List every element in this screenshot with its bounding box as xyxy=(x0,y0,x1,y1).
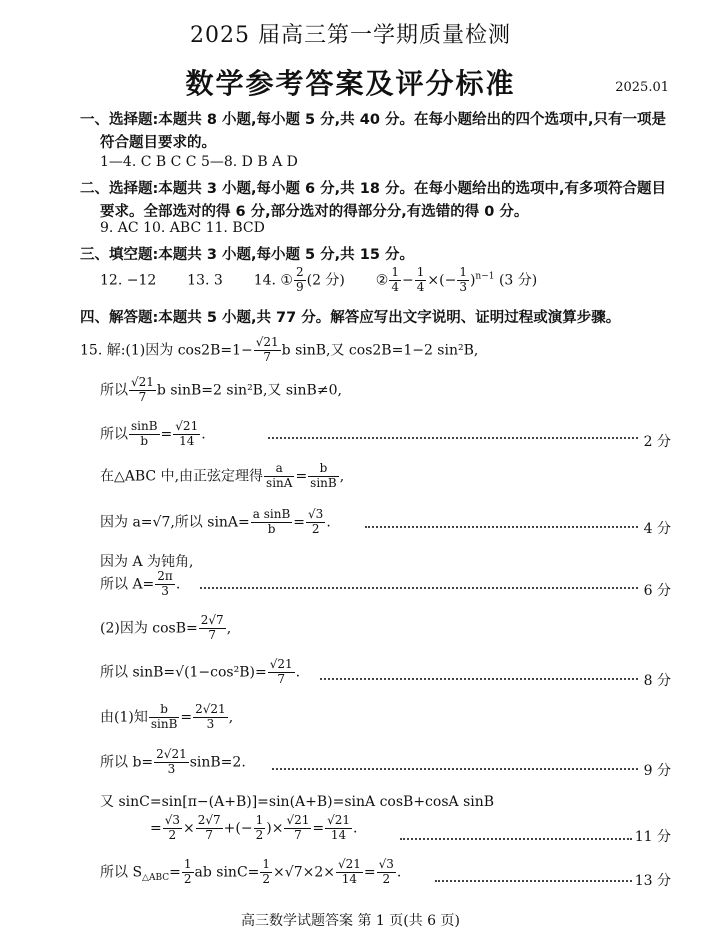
p15-line-3: 所以 $\frac{\sin B}{b}$ = $\frac{√21}{14}$ . xyxy=(100,419,206,448)
section-4-heading: 四、解答题:本题共 5 小题,共 77 分。解答应写出文字说明、证明过程或演算步骤。 xyxy=(80,310,621,326)
score-mark: 9 分 xyxy=(643,763,671,779)
exponent: n−1 xyxy=(475,271,495,282)
p15-line-13: = $\frac{√3}{2}$ × $\frac{2√7}{7}$ +(− $\frac{1}{2}$ )× $\frac{√21}{7}$ = $\frac{√21}{14}$ . xyxy=(150,813,358,842)
score-mark: 11 分 xyxy=(634,829,671,845)
answer-14-fraction: $\frac{2}{9}$ xyxy=(295,265,304,294)
page-footer: 高三数学试题答案 第 1 页(共 6 页) xyxy=(241,913,460,929)
p15-line-8: (2)因为 cosB= $\frac{2√7}{7}$ , xyxy=(100,613,232,642)
leader-dots xyxy=(272,768,638,770)
section-1-heading-cont: 符合题目要求的。 xyxy=(100,135,216,151)
answer-14-points-2: (3 分) xyxy=(498,272,538,289)
leader-dots xyxy=(320,678,638,680)
doc-title: 数学参考答案及评分标准 xyxy=(185,67,516,100)
p15-line-6: 因为 A 为钝角, xyxy=(100,554,194,570)
score-mark: 4 分 xyxy=(643,521,671,537)
p15-line-5: 因为 a=√7,所以 sinA= $\frac{\text{a sinB}}{b}$ = $\frac{√3}{2}$ . xyxy=(100,507,331,536)
score-mark: 8 分 xyxy=(643,673,671,689)
section-2-heading: 二、选择题:本题共 3 小题,每小题 6 分,共 18 分。在每小题给出的选项中,有多项符合题目 xyxy=(80,181,666,197)
answer-13: 13. 3 xyxy=(187,272,223,289)
score-mark: 2 分 xyxy=(643,434,671,450)
p15-line-7: 所以 A= $\frac{2\pi}{3}$ . xyxy=(100,569,181,598)
section-3-heading: 三、填空题:本题共 3 小题,每小题 5 分,共 15 分。 xyxy=(80,247,414,263)
leader-dots xyxy=(200,587,638,589)
p15-line-9: 所以 sinB=√(1−cos²B)= $\frac{√21}{7}$ . xyxy=(100,657,301,686)
times: ×(− xyxy=(427,272,457,289)
p15-line-10: 由(1)知 $\frac{b}{\sin B}$ = $\frac{2√21}{3}$ , xyxy=(100,702,234,731)
p15-line-11: 所以 b= $\frac{2√21}{3}$ sinB=2. xyxy=(100,747,246,776)
doc-date: 2025.01 xyxy=(615,80,669,95)
minus: − xyxy=(402,272,414,289)
section-1-heading: 一、选择题:本题共 8 小题,每小题 5 分,共 40 分。在每小题给出的四个选项中,只有一项是 xyxy=(80,112,666,128)
answer-14-part-2: ② xyxy=(375,272,389,289)
score-mark: 13 分 xyxy=(634,873,671,889)
section-1-answers: 1—4. C B C C 5—8. D B A D xyxy=(100,154,298,170)
answer-12: 12. −12 xyxy=(100,272,157,289)
p15-line-4: 在△ABC 中,由正弦定理得 $\frac{a}{\sin A}$ = $\frac{b}{\sin B}$ , xyxy=(100,461,345,490)
p15-line-2: 所以 $\frac{√21}{7}$ b sinB=2 sin²B,又 sinB≠0, xyxy=(100,375,342,404)
exam-title: 2025 届高三第一学期质量检测 xyxy=(190,23,511,48)
answer-14-prefix: 14. ① xyxy=(253,272,293,289)
section-3-answers xyxy=(100,266,537,295)
leader-dots xyxy=(435,880,632,882)
fraction: $\frac{1}{3}$ xyxy=(459,265,467,294)
p15-line-12: 又 sinC=sin[π−(A+B)]=sin(A+B)=sinA cosB+cosA sinB xyxy=(100,794,495,810)
leader-dots xyxy=(268,437,638,439)
score-mark: 6 分 xyxy=(643,583,671,599)
fraction: $\frac{1}{4}$ xyxy=(416,265,425,294)
p15-line-14: 所以 $S_{\triangle ABC}=$ $\frac{1}{2}$ ab sinC= $\frac{1}{2}$ ×√7×2× $\frac{√21}{14}$ = $\frac{√3}{2}$ . xyxy=(100,857,402,886)
section-2-answers: 9. AC 10. ABC 11. BCD xyxy=(100,220,265,236)
section-2-heading-cont: 要求。全部选对的得 6 分,部分选对的得部分分,有选错的得 0 分。 xyxy=(100,204,529,220)
leader-dots xyxy=(400,838,632,840)
answer-14-points-1: (2 分) xyxy=(306,272,345,289)
paren: ) xyxy=(469,272,476,289)
p15-line-1: 15. 解:(1)因为 cos2B=1− $\frac{√21}{7}$ b sinB,又 cos2B=1−2 sin²B, xyxy=(80,335,479,364)
leader-dots xyxy=(365,526,638,528)
fraction: $\frac{1}{4}$ xyxy=(391,265,399,294)
